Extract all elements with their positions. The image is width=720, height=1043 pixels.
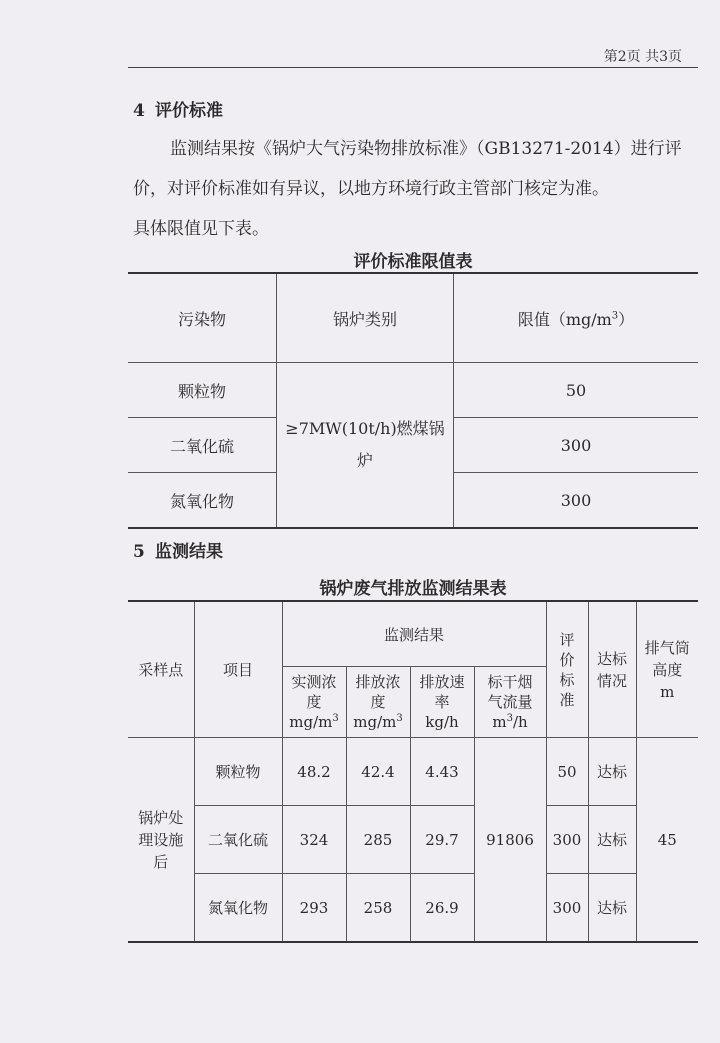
- pollutant-cell: 氮氧化物: [128, 473, 277, 529]
- limit-cell: 300: [454, 418, 699, 473]
- compliance-cell: 达标: [588, 806, 636, 874]
- table-row: [128, 363, 698, 418]
- header-item: 项目: [194, 601, 282, 738]
- page-number: 第2页 共3页: [603, 49, 682, 65]
- rate-cell: 4.43: [410, 738, 474, 806]
- pollutant-cell: 二氧化硫: [128, 418, 277, 473]
- measured-cell: 48.2: [282, 738, 346, 806]
- header-monitoring-results: 监测结果: [282, 601, 546, 667]
- section-4-line-2: 价，对评价标准如有异议，以地方环境行政主管部门核定为准。: [133, 179, 609, 199]
- emission-cell: 258: [346, 874, 410, 943]
- table-row: [128, 806, 698, 874]
- header-measured-conc: 实测浓度 $mg/m^3$: [282, 667, 346, 738]
- item-cell: 颗粒物: [194, 738, 282, 806]
- measured-cell: 324: [282, 806, 346, 874]
- table-row: [128, 874, 698, 943]
- header-emission-conc: 排放浓度 $mg/m^3$: [346, 667, 410, 738]
- limit-cell: 50: [454, 363, 699, 418]
- limit-cell: 300: [454, 473, 699, 529]
- header-stack-height: [636, 601, 698, 738]
- header-rule: [128, 67, 698, 68]
- header-pollutant: 污染物: [128, 273, 277, 363]
- emission-cell: 42.4: [346, 738, 410, 806]
- results-table-title: 锅炉废气排放监测结果表: [319, 579, 507, 599]
- header-standard: 评价标准: [546, 601, 588, 738]
- rate-cell: 29.7: [410, 806, 474, 874]
- section-4-line-1: 监测结果按《锅炉大气污染物排放标准》（GB13271-2014）进行评: [170, 139, 682, 159]
- stack-height-cell: 45: [636, 738, 698, 943]
- sampling-point-cell: 锅炉处理设施后: [128, 738, 194, 943]
- boiler-type-cell: ≥7MW(10t/h)燃煤锅炉: [277, 363, 454, 529]
- stack-height-unit: m: [660, 682, 675, 701]
- standard-cell: 50: [546, 738, 588, 806]
- table-row: [128, 738, 698, 806]
- item-cell: 氮氧化物: [194, 874, 282, 943]
- item-cell: 二氧化硫: [194, 806, 282, 874]
- standard-cell: 300: [546, 806, 588, 874]
- compliance-cell: 达标: [588, 738, 636, 806]
- limits-table: [128, 272, 698, 529]
- header-emission-rate: 排放速率 kg/h: [410, 667, 474, 738]
- section-4-title: 评价标准: [155, 101, 223, 121]
- standard-cell: 300: [546, 874, 588, 943]
- section-5-heading: [133, 537, 223, 562]
- section-4-number: 4: [133, 101, 145, 121]
- section-4-heading: [133, 96, 223, 121]
- header-compliance: 达标情况: [588, 601, 636, 738]
- header-sampling-point: 采样点: [128, 601, 194, 738]
- pollutant-cell: 颗粒物: [128, 363, 277, 418]
- results-table: [128, 600, 698, 943]
- stack-height-label: 排气筒高度: [644, 638, 690, 679]
- section-5-number: 5: [133, 542, 145, 562]
- flow-cell: 91806: [474, 738, 546, 943]
- measured-cell: 293: [282, 874, 346, 943]
- limits-table-title: 评价标准限值表: [353, 252, 473, 272]
- header-flow: 标干烟气流量 $m^3/h$: [474, 667, 546, 738]
- rate-cell: 26.9: [410, 874, 474, 943]
- header-limit: 限值$(mg/m^3)$: [454, 273, 699, 363]
- header-boiler-type: 锅炉类别: [277, 273, 454, 363]
- compliance-cell: 达标: [588, 874, 636, 943]
- section-4-line-3: 具体限值见下表。: [133, 219, 269, 239]
- section-5-title: 监测结果: [155, 542, 223, 562]
- emission-cell: 285: [346, 806, 410, 874]
